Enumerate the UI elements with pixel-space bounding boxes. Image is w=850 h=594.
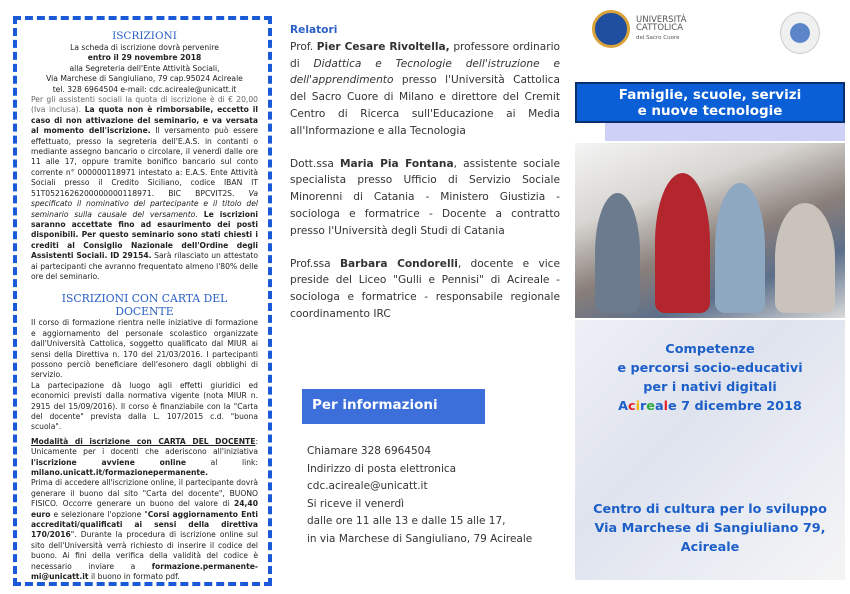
subtitle: Competenze: [665, 342, 755, 357]
unicatt-logo: UNIVERSITÀ CATTOLICA del Sacro Cuore: [592, 10, 686, 48]
city-letter: e: [646, 399, 655, 414]
iscrizioni-heading: ISCRIZIONI: [112, 30, 177, 42]
subtitle: e percorsi socio-educativi: [617, 361, 803, 376]
event-date: Acireale 7 dicembre 2018: [618, 399, 802, 414]
text: Si riceve il venerdì: [307, 497, 405, 510]
city-letter: r: [639, 399, 647, 414]
city-letter: c: [628, 399, 636, 414]
subtitle: per i nativi digitali: [643, 380, 777, 395]
paragraph: La partecipazione dà luogo agli effetti giuridici ed economici previsti dalla normativa vigente (nota MIUR n. 2915 del 15/09/2016). Il corso è finanziabile con la "Carta del docente" prevista dalla L. 107/2015 c.d. "buona scuola".: [31, 380, 258, 432]
modalita-paragraph: Modalità di iscrizione con CARTA DEL DOCENTE: Unicamente per i docenti che aderiscono all'iniziativa l'iscrizione avviene online al link: milano.unicatt.it/formazionepermanente.: [31, 436, 258, 478]
hours: dalle ore 11 alle 13 e dalle 15 alle 17,: [307, 515, 506, 527]
city-letter: a: [654, 399, 664, 414]
phone: Chiamare 328 6964504: [307, 445, 432, 457]
registration-panel: [13, 16, 272, 586]
venue-city: Acireale: [680, 540, 740, 555]
speaker-2: Dott.ssa Maria Pia Fontana, assistente sociale specialista presso Ufficio di Servizio Sociale Minorenni di Catania - Ministero Giustizia - sociologa e formatrice - Docente a contratto presso l'Università degli Studi di Catania: [290, 157, 560, 237]
fee-paragraph: Per gli assistenti sociali la quota di iscrizione è di € 20,00 (Iva inclusa). La quota non è rimborsabile, eccetto il caso di non attivazione del seminario, e va versata al momento dell'iscrizione. Il versamento può essere effettuato, presso la segreteria dell'E.A.S. in contanti o mediante assegno bancario o circolare, il venerdì dalle ore 11 alle 17, oppure tramite bonifico bancario sul conto corrente n° 000000118971 intestato a: E.A.S. Ente Attività Sociali presso il Credito Siciliano, codice IBAN IT 51T0521626200000000118971. BIC BPCVIT2S. Va specificato il nominativo del partecipante e il titolo del seminario sulla causale del versamento. Le iscrizioni saranno accettate fino ad esaurimento dei posti disponibili. Per questo seminario sono stati chiesti i crediti al Consiglio Nazionale dell'Ordine degli Assistenti Sociali. ID 29154. Sarà rilasciato un attestato ai partecipanti che avranno frequentato almeno l'80% delle ore del seminario.: [31, 95, 259, 281]
city-letter: e: [668, 399, 677, 414]
info-heading: Per informazioni: [302, 389, 485, 424]
eas-seal-icon: [780, 12, 820, 54]
speakers-section: [290, 22, 560, 339]
venue: Centro di cultura per lo sviluppo: [593, 502, 827, 517]
city-letter: A: [618, 399, 628, 414]
contact: tel. 328 6964504 e-mail: cdc.acireale@unicatt.it: [52, 84, 237, 94]
address: Via Marchese di Sangiuliano, 79 cap.95024 Acireale: [46, 74, 243, 84]
deadline: entro il 29 novembre 2018: [87, 53, 202, 63]
city-letter: l: [663, 399, 669, 414]
contact-info: [307, 443, 532, 548]
text: La scheda di iscrizione dovrà pervenire: [70, 43, 219, 52]
event-info: [575, 320, 845, 580]
cover-panel: [575, 0, 850, 594]
text: alla Segreteria dell'Ente Attività Sociali,: [69, 63, 220, 73]
buono-paragraph: Prima di accedere all'iscrizione online, il partecipante dovrà generare il buono dal sito "Carta del docente", BUONO FISICO. Occorre generare un buono del valore di 24,40 euro e selezionare l'opzione "Corsi aggiornamento Enti accreditati/qualificati ai sensi della direttiva 170/2016". Durante la procedura di iscrizione online sul sito dell'Università verrà richiesto di inserire il codice del buono. Ai fini della verifica della validità del codice è necessario inviare a formazione.permanente-mi@unicatt.it il buono in formato pdf.: [31, 478, 259, 582]
email: cdc.acireale@unicatt.it: [307, 480, 428, 492]
address: in via Marchese di Sangiuliano, 79 Acireale: [307, 532, 533, 545]
speaker-3: Prof.ssa Barbara Condorelli, docente e vice preside del Liceo "Gulli e Pennisi" di Acireale - sociologa e formatrice - responsabile regionale coordinamento IRC: [290, 257, 561, 320]
venue-address: Via Marchese di Sangiuliano 79,: [594, 521, 826, 536]
relatori-heading: Relatori: [290, 24, 338, 36]
decorative-strip: [605, 123, 845, 141]
paragraph: Il corso di formazione rientra nelle iniziative di formazione e aggiornamento del personale scolastico organizzate dall'Università Cattolica, soggetto qualificato dal MIUR ai sensi della Direttiva n. 170 del 21/03/2016. I partecipanti possono perciò beneficiare dell'esonero dagli obblighi di servizio.: [31, 318, 258, 380]
speaker-1: Prof. Pier Cesare Rivoltella, professore ordinario di Didattica e Tecnologie dell'istruzione e dell'apprendimento presso l'Università Cattolica del Sacro Cuore di Milano e direttore del Cremit Centro di Ricerca sull'Educazione ai Media all'Informazione e alla Tecnologia: [290, 40, 561, 137]
city-letter: i: [635, 399, 640, 414]
cover-title: Famiglie, scuole, servizi e nuove tecnologie: [575, 82, 845, 123]
students-photo: [575, 143, 845, 318]
carta-heading: ISCRIZIONI CON CARTA DEL DOCENTE: [61, 292, 228, 319]
unicatt-seal-icon: [592, 10, 630, 48]
text: Indirizzo di posta elettronica: [307, 462, 457, 475]
